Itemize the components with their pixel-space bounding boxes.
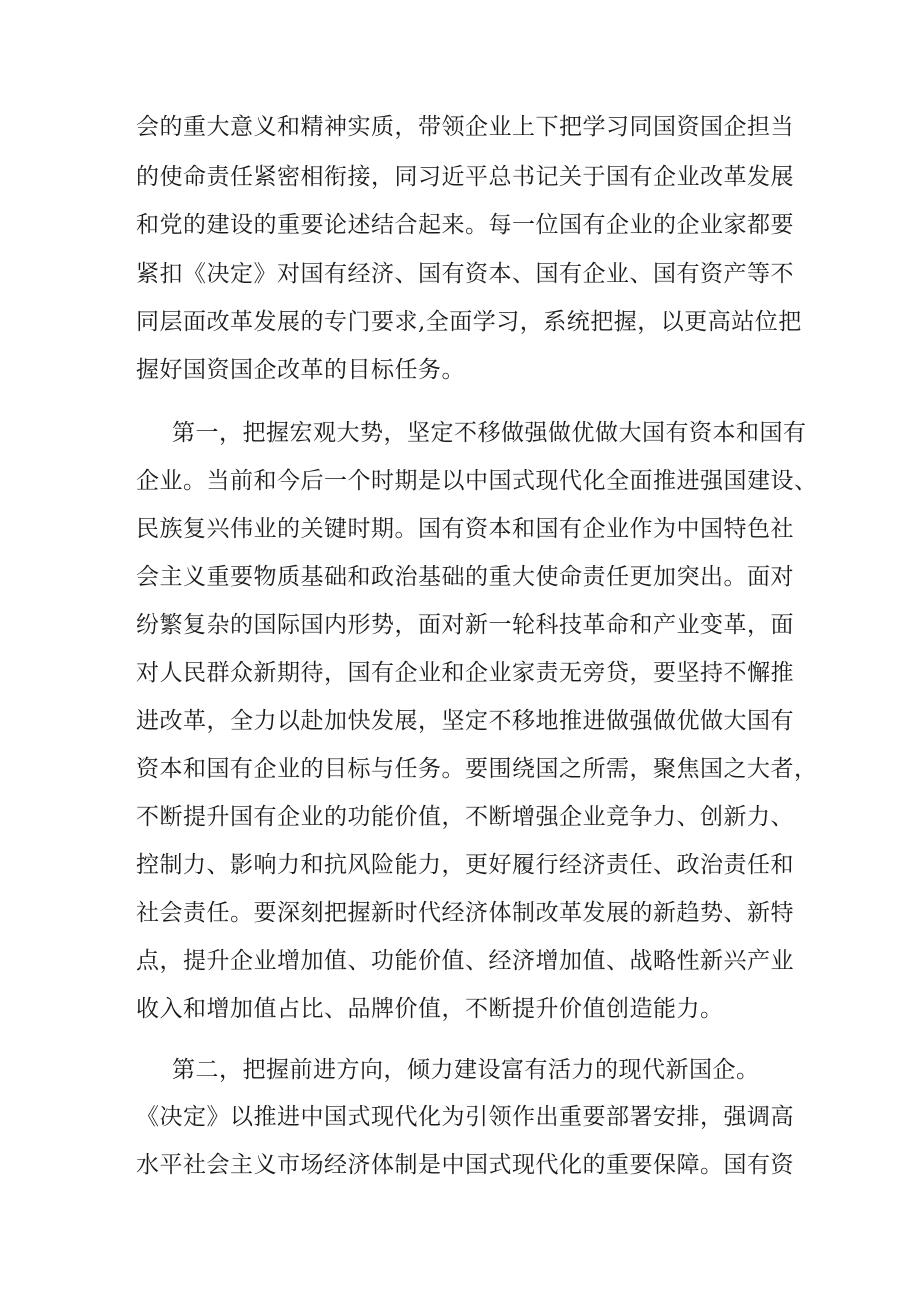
- text-line: 《决定》以推进中国式现代化为引领作出重要部署安排，强调高: [136, 1104, 794, 1130]
- text-line: 不断提升国有企业的功能价值，不断增强企业竞争力、创新力、: [136, 804, 794, 830]
- text-line: 社会责任。要深刻把握新时代经济体制改革发展的新趋势、新特: [136, 900, 794, 926]
- text-line: 握好国资国企改革的目标任务。: [136, 357, 465, 383]
- text-line: 水平社会主义市场经济体制是中国式现代化的重要保障。国有资: [136, 1152, 794, 1178]
- text-line: 纷繁复杂的国际国内形势，面对新一轮科技革命和产业变革，面: [136, 612, 794, 638]
- text-line: 资本和国有企业的目标与任务。要围绕国之所需，聚焦国之大者，: [136, 756, 818, 782]
- text-line: 的使命责任紧密相衔接，同习近平总书记关于国有企业改革发展: [136, 164, 794, 190]
- text-line: 控制力、影响力和抗风险能力，更好履行经济责任、政治责任和: [136, 852, 794, 878]
- text-line: 点，提升企业增加值、功能价值、经济增加值、战略性新兴产业: [136, 948, 794, 974]
- text-line: 民族复兴伟业的关键时期。国有资本和国有企业作为中国特色社: [136, 516, 794, 542]
- paragraph-first-line: 第一，把握宏观大势，坚定不移做强做优做大国有资本和国有: [172, 420, 807, 446]
- text-line: 进改革，全力以赴加快发展，坚定不移地推进做强做优做大国有: [136, 708, 794, 734]
- text-line: 对人民群众新期待，国有企业和企业家责无旁贷，要坚持不懈推: [136, 660, 794, 686]
- text-line: 和党的建设的重要论述结合起来。每一位国有企业的企业家都要: [136, 212, 794, 238]
- paragraph-first-line: 第二，把握前进方向，倾力建设富有活力的现代新国企。: [172, 1057, 760, 1083]
- text-line: 企业。当前和今后一个时期是以中国式现代化全面推进强国建设、: [136, 468, 818, 494]
- text-line: 会的重大意义和精神实质，带领企业上下把学习同国资国企担当: [136, 114, 794, 140]
- text-line: 紧扣《决定》对国有经济、国有资本、国有企业、国有资产等不: [136, 261, 794, 287]
- text-line: 同层面改革发展的专门要求,全面学习，系统把握，以更高站位把: [136, 309, 802, 335]
- text-line: 收入和增加值占比、品牌价值，不断提升价值创造能力。: [136, 996, 724, 1022]
- text-line: 会主义重要物质基础和政治基础的重大使命责任更加突出。面对: [136, 564, 794, 590]
